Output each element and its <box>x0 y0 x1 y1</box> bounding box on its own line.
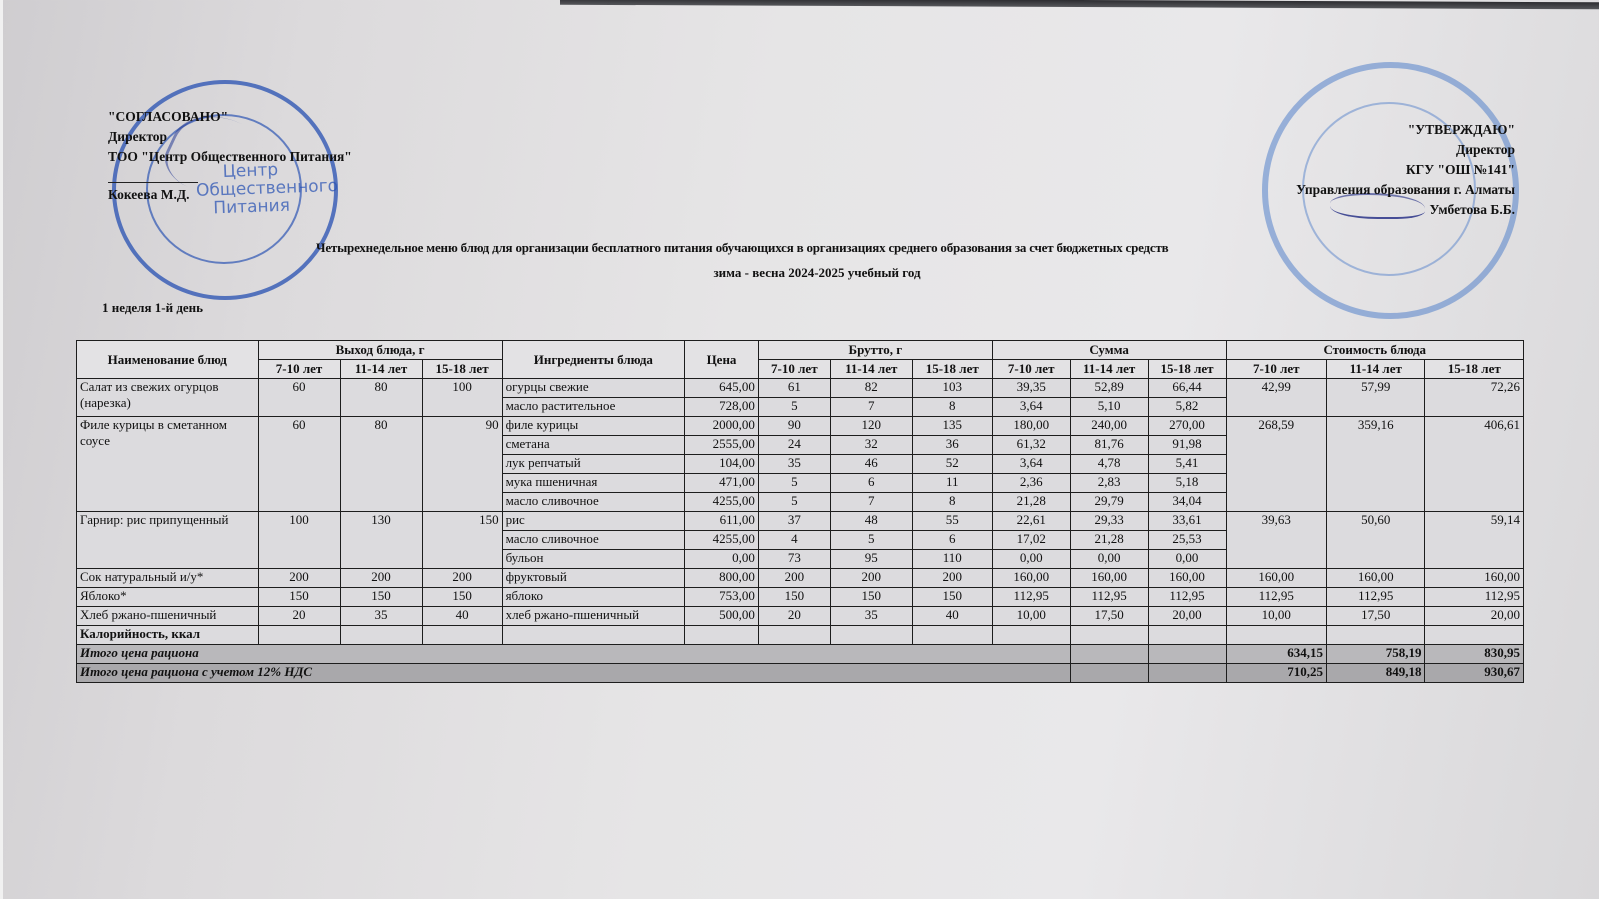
ingredient-price: 4255,00 <box>685 531 759 550</box>
ingredient-price: 0,00 <box>685 550 759 569</box>
header-age: 15-18 лет <box>1425 360 1524 379</box>
ingredient-gross: 150 <box>758 588 830 607</box>
ingredient-sum: 3,64 <box>992 398 1070 417</box>
ingredient-sum: 5,10 <box>1070 398 1148 417</box>
dish-output: 40 <box>422 607 502 626</box>
dish-cost: 406,61 <box>1425 417 1524 512</box>
ingredient-gross: 5 <box>758 493 830 512</box>
total-value: 634,15 <box>1226 645 1326 664</box>
dish-output: 100 <box>422 379 502 417</box>
empty-cell <box>340 626 422 645</box>
ingredient-sum: 61,32 <box>992 436 1070 455</box>
dish-cost: 112,95 <box>1226 588 1326 607</box>
ingredient-sum: 17,02 <box>992 531 1070 550</box>
calories-label: Калорийность, ккал <box>77 626 259 645</box>
ingredient-sum: 160,00 <box>1070 569 1148 588</box>
dish-name: Хлеб ржано-пшеничный <box>77 607 259 626</box>
header-age: 11-14 лет <box>340 360 422 379</box>
ingredient-sum: 20,00 <box>1148 607 1226 626</box>
ingredient-gross: 35 <box>830 607 912 626</box>
ingredient-sum: 3,64 <box>992 455 1070 474</box>
ingredient-name: лук репчатый <box>502 455 685 474</box>
ingredient-name: фруктовый <box>502 569 685 588</box>
ingredient-sum: 5,82 <box>1148 398 1226 417</box>
table-row <box>77 588 1524 607</box>
header-age: 7-10 лет <box>758 360 830 379</box>
total-vat-value: 710,25 <box>1226 664 1326 683</box>
empty-cell <box>1226 626 1326 645</box>
ingredient-price: 104,00 <box>685 455 759 474</box>
agreed-block <box>108 107 352 205</box>
ingredient-sum: 2,36 <box>992 474 1070 493</box>
agreed-heading: "СОГЛАСОВАНО" <box>108 109 229 124</box>
ingredient-name: рис <box>502 512 685 531</box>
ingredient-sum: 5,18 <box>1148 474 1226 493</box>
ingredient-name: масло сливочное <box>502 493 685 512</box>
ingredient-sum: 91,98 <box>1148 436 1226 455</box>
dish-cost: 268,59 <box>1226 417 1326 512</box>
ingredient-gross: 7 <box>830 398 912 417</box>
ingredient-gross: 73 <box>758 550 830 569</box>
empty-cell <box>830 626 912 645</box>
ingredient-gross: 24 <box>758 436 830 455</box>
ingredient-sum: 10,00 <box>992 607 1070 626</box>
dish-output: 200 <box>422 569 502 588</box>
ingredient-sum: 112,95 <box>1070 588 1148 607</box>
dish-cost: 160,00 <box>1327 569 1425 588</box>
empty-cell <box>422 626 502 645</box>
header-ingredients: Ингредиенты блюда <box>502 341 685 379</box>
header-age: 15-18 лет <box>912 360 992 379</box>
ingredient-sum: 0,00 <box>1148 550 1226 569</box>
ingredient-sum: 21,28 <box>992 493 1070 512</box>
ingredient-gross: 90 <box>758 417 830 436</box>
empty-cell <box>1148 626 1226 645</box>
header-sum: Сумма <box>992 341 1226 360</box>
dish-output: 130 <box>340 512 422 569</box>
ingredient-name: масло сливочное <box>502 531 685 550</box>
empty-cell <box>1327 626 1425 645</box>
day-label: 1 неделя 1-й день <box>102 300 204 315</box>
empty-cell <box>758 626 830 645</box>
ingredient-gross: 200 <box>912 569 992 588</box>
dish-cost: 160,00 <box>1425 569 1524 588</box>
ingredient-price: 800,00 <box>685 569 759 588</box>
ingredient-sum: 52,89 <box>1070 379 1148 398</box>
ingredient-sum: 21,28 <box>1070 531 1148 550</box>
ingredient-gross: 55 <box>912 512 992 531</box>
ingredient-gross: 95 <box>830 550 912 569</box>
dish-name: Сок натуральный и/у* <box>77 569 259 588</box>
ingredient-price: 753,00 <box>685 588 759 607</box>
empty-cell <box>685 626 759 645</box>
agreed-organization: ТОО "Центр Общественного Питания" <box>108 149 352 164</box>
empty-cell <box>1425 626 1524 645</box>
total-value: 830,95 <box>1425 645 1524 664</box>
ingredient-gross: 7 <box>830 493 912 512</box>
signature-line <box>108 182 198 183</box>
calories-row <box>77 626 1524 645</box>
ingredient-price: 471,00 <box>685 474 759 493</box>
dish-output: 80 <box>340 379 422 417</box>
ingredient-sum: 29,79 <box>1070 493 1148 512</box>
ingredient-sum: 33,61 <box>1148 512 1226 531</box>
ingredient-name: сметана <box>502 436 685 455</box>
ingredient-gross: 6 <box>830 474 912 493</box>
ingredient-sum: 5,41 <box>1148 455 1226 474</box>
table-row <box>77 607 1524 626</box>
table-row <box>77 569 1524 588</box>
dish-cost: 72,26 <box>1425 379 1524 417</box>
empty-cell <box>992 626 1070 645</box>
empty-cell <box>1148 645 1226 664</box>
ingredient-sum: 270,00 <box>1148 417 1226 436</box>
ingredient-name: яблоко <box>502 588 685 607</box>
total-vat-value: 849,18 <box>1327 664 1425 683</box>
dish-output: 200 <box>340 569 422 588</box>
table-row <box>77 417 1524 436</box>
empty-cell <box>502 626 685 645</box>
ingredient-price: 2555,00 <box>685 436 759 455</box>
ingredient-sum: 25,53 <box>1148 531 1226 550</box>
header-age: 11-14 лет <box>1327 360 1425 379</box>
dish-cost: 112,95 <box>1327 588 1425 607</box>
agreed-position: Директор <box>108 129 168 144</box>
empty-cell <box>1070 626 1148 645</box>
ingredient-gross: 5 <box>758 474 830 493</box>
ingredient-gross: 150 <box>830 588 912 607</box>
ingredient-gross: 8 <box>912 398 992 417</box>
ingredient-sum: 22,61 <box>992 512 1070 531</box>
ingredient-name: масло растительное <box>502 398 685 417</box>
ingredient-price: 728,00 <box>685 398 759 417</box>
ingredient-gross: 110 <box>912 550 992 569</box>
ingredient-gross: 8 <box>912 493 992 512</box>
total-value: 758,19 <box>1327 645 1425 664</box>
ingredient-gross: 5 <box>830 531 912 550</box>
ingredient-name: бульон <box>502 550 685 569</box>
ingredient-gross: 52 <box>912 455 992 474</box>
ingredient-gross: 4 <box>758 531 830 550</box>
stamp-text: Центр Общественного Питания <box>195 160 339 219</box>
ingredient-gross: 61 <box>758 379 830 398</box>
ingredient-sum: 34,04 <box>1148 493 1226 512</box>
total-vat-value: 930,67 <box>1425 664 1524 683</box>
ingredient-sum: 160,00 <box>992 569 1070 588</box>
dish-cost: 42,99 <box>1226 379 1326 417</box>
ingredient-sum: 180,00 <box>992 417 1070 436</box>
ingredient-name: хлеб ржано-пшеничный <box>502 607 685 626</box>
dish-cost: 160,00 <box>1226 569 1326 588</box>
background-edge <box>560 0 1599 9</box>
ingredient-gross: 36 <box>912 436 992 455</box>
dish-output: 80 <box>340 417 422 512</box>
ingredient-name: огурцы свежие <box>502 379 685 398</box>
dish-output: 150 <box>422 588 502 607</box>
dish-output: 90 <box>422 417 502 512</box>
header-dish-name: Наименование блюд <box>77 341 259 379</box>
approved-position: Директор <box>1455 142 1515 157</box>
ingredient-gross: 48 <box>830 512 912 531</box>
dish-name: Филе курицы в сметанном соусе <box>77 417 259 512</box>
ingredient-sum: 4,78 <box>1070 455 1148 474</box>
ingredient-sum: 17,50 <box>1070 607 1148 626</box>
dish-output: 60 <box>258 417 340 512</box>
ingredient-gross: 11 <box>912 474 992 493</box>
ingredient-gross: 120 <box>830 417 912 436</box>
ingredient-sum: 29,33 <box>1070 512 1148 531</box>
ingredient-gross: 35 <box>758 455 830 474</box>
approved-heading: "УТВЕРЖДАЮ" <box>1407 122 1515 137</box>
ingredient-sum: 39,35 <box>992 379 1070 398</box>
ingredient-sum: 240,00 <box>1070 417 1148 436</box>
ingredient-sum: 81,76 <box>1070 436 1148 455</box>
header-output: Выход блюда, г <box>258 341 502 360</box>
total-vat-row <box>77 664 1524 683</box>
total-label: Итого цена рациона <box>77 645 1071 664</box>
dish-output: 100 <box>258 512 340 569</box>
dish-cost: 10,00 <box>1226 607 1326 626</box>
dish-cost: 57,99 <box>1327 379 1425 417</box>
empty-cell <box>1070 664 1148 683</box>
ingredient-gross: 46 <box>830 455 912 474</box>
header-age: 11-14 лет <box>1070 360 1148 379</box>
dish-cost: 112,95 <box>1425 588 1524 607</box>
approved-signatory: Умбетова Б.Б. <box>1429 202 1515 217</box>
ingredient-gross: 82 <box>830 379 912 398</box>
ingredient-gross: 32 <box>830 436 912 455</box>
dish-output: 60 <box>258 379 340 417</box>
ingredient-sum: 112,95 <box>992 588 1070 607</box>
dish-cost: 59,14 <box>1425 512 1524 569</box>
dish-cost: 50,60 <box>1327 512 1425 569</box>
empty-cell <box>258 626 340 645</box>
empty-cell <box>1148 664 1226 683</box>
dish-name: Салат из свежих огурцов (нарезка) <box>77 379 259 417</box>
header-age: 11-14 лет <box>830 360 912 379</box>
ingredient-sum: 112,95 <box>1148 588 1226 607</box>
menu-body <box>77 379 1524 683</box>
ingredient-gross: 20 <box>758 607 830 626</box>
header-dish-cost: Стоимость блюда <box>1226 341 1523 360</box>
ingredient-gross: 200 <box>758 569 830 588</box>
header-age: 7-10 лет <box>1226 360 1326 379</box>
dish-output: 200 <box>258 569 340 588</box>
dish-name: Яблоко* <box>77 588 259 607</box>
empty-cell <box>1070 645 1148 664</box>
dish-output: 150 <box>258 588 340 607</box>
header-price: Цена <box>685 341 759 379</box>
header-age: 7-10 лет <box>992 360 1070 379</box>
header-age: 7-10 лет <box>258 360 340 379</box>
total-row <box>77 645 1524 664</box>
dish-cost: 39,63 <box>1226 512 1326 569</box>
dish-output: 150 <box>422 512 502 569</box>
ingredient-price: 4255,00 <box>685 493 759 512</box>
ingredient-sum: 0,00 <box>992 550 1070 569</box>
empty-cell <box>912 626 992 645</box>
agreed-signatory: Кокеева М.Д. <box>108 187 190 202</box>
ingredient-price: 500,00 <box>685 607 759 626</box>
ingredient-gross: 150 <box>912 588 992 607</box>
approved-block <box>1296 120 1515 220</box>
dish-cost: 20,00 <box>1425 607 1524 626</box>
ingredient-price: 645,00 <box>685 379 759 398</box>
ingredient-gross: 6 <box>912 531 992 550</box>
dish-cost: 359,16 <box>1327 417 1425 512</box>
ingredient-sum: 2,83 <box>1070 474 1148 493</box>
ingredient-gross: 200 <box>830 569 912 588</box>
dish-output: 150 <box>340 588 422 607</box>
dish-output: 20 <box>258 607 340 626</box>
total-vat-label: Итого цена рациона с учетом 12% НДС <box>77 664 1071 683</box>
ingredient-gross: 37 <box>758 512 830 531</box>
ingredient-gross: 40 <box>912 607 992 626</box>
ingredient-price: 611,00 <box>685 512 759 531</box>
ingredient-gross: 103 <box>912 379 992 398</box>
table-row <box>77 512 1524 531</box>
approved-organization: КГУ "ОШ №141" <box>1405 162 1515 177</box>
ingredient-price: 2000,00 <box>685 417 759 436</box>
header-age: 15-18 лет <box>422 360 502 379</box>
ingredient-gross: 5 <box>758 398 830 417</box>
dish-cost: 17,50 <box>1327 607 1425 626</box>
paper-edge <box>0 0 3 899</box>
header-gross: Брутто, г <box>758 341 992 360</box>
ingredient-sum: 160,00 <box>1148 569 1226 588</box>
dish-output: 35 <box>340 607 422 626</box>
menu-table <box>76 340 1524 683</box>
ingredient-name: мука пшеничная <box>502 474 685 493</box>
table-row <box>77 379 1524 398</box>
ingredient-sum: 0,00 <box>1070 550 1148 569</box>
dish-name: Гарнир: рис припущенный <box>77 512 259 569</box>
ingredient-sum: 66,44 <box>1148 379 1226 398</box>
ingredient-gross: 135 <box>912 417 992 436</box>
document-title: Четырехнедельное меню блюд для организации бесплатного питания обучающихся в организациях среднего образования за счет бюджетных средств <box>316 240 1169 255</box>
approved-department: Управления образования г. Алматы <box>1296 182 1515 197</box>
document-subtitle: зима - весна 2024-2025 учебный год <box>713 265 921 280</box>
header-age: 15-18 лет <box>1148 360 1226 379</box>
ingredient-name: филе курицы <box>502 417 685 436</box>
